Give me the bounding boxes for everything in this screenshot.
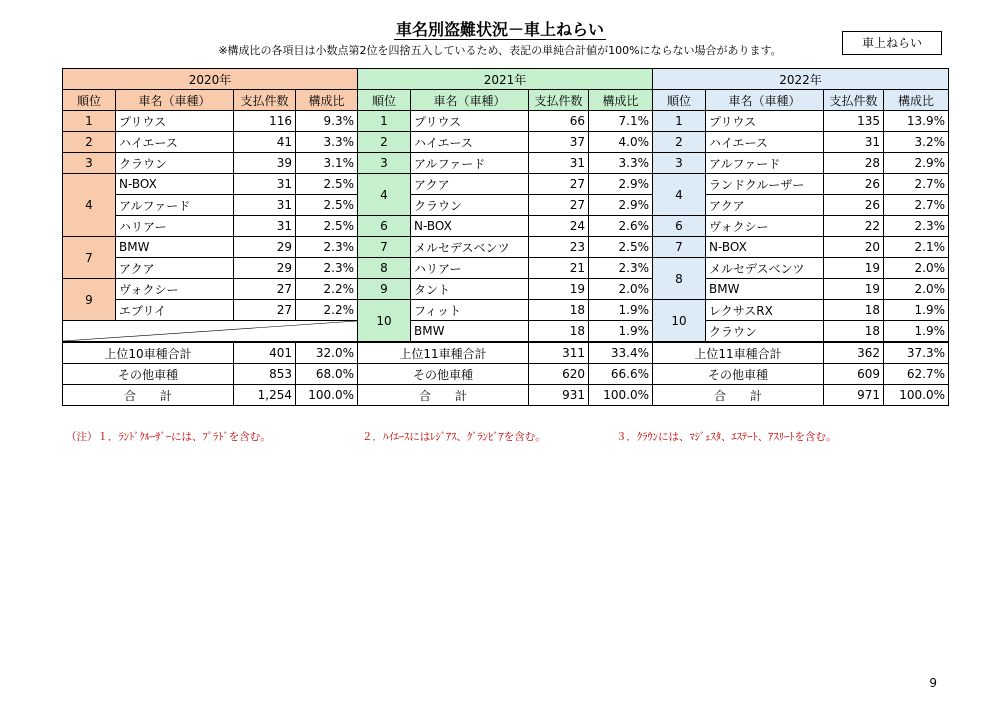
rank-cell: 3	[63, 153, 116, 174]
title-text: 車名別盗難状況－車上ねらい	[395, 20, 604, 39]
rank-cell: 8	[358, 258, 411, 279]
car-cell: アルファード	[411, 153, 529, 174]
total-count: 931	[529, 385, 589, 406]
count-cell: 18	[529, 300, 589, 321]
car-cell: N-BOX	[411, 216, 529, 237]
count-cell: 39	[234, 153, 296, 174]
top-total-label: 上位11車種合計	[358, 342, 529, 364]
diagonal-line	[63, 321, 357, 341]
ratio-cell: 2.6%	[589, 216, 653, 237]
count-cell: 28	[824, 153, 884, 174]
ratio-cell: 2.5%	[296, 174, 358, 195]
other-count: 853	[234, 364, 296, 385]
count-cell: 37	[529, 132, 589, 153]
col-count-2021: 支払件数	[529, 90, 589, 111]
car-cell: プリウス	[116, 111, 234, 132]
count-cell: 31	[529, 153, 589, 174]
footnote-2: ２．ﾊｲｴｰｽにはﾚｼﾞｱｽ、ｸﾞﾗﾝﾋﾞｱを含む。	[362, 431, 546, 443]
car-cell: レクサスRX	[706, 300, 824, 321]
count-cell: 27	[234, 300, 296, 321]
other-label: その他車種	[653, 364, 824, 385]
top-total-label: 上位10車種合計	[63, 342, 234, 364]
rank-cell: 8	[653, 258, 706, 300]
car-cell: アクア	[706, 195, 824, 216]
rank-cell: 7	[653, 237, 706, 258]
car-cell: N-BOX	[116, 174, 234, 195]
car-cell: ヴォクシー	[116, 279, 234, 300]
ratio-cell: 3.3%	[296, 132, 358, 153]
col-rank-2020: 順位	[63, 90, 116, 111]
other-ratio: 62.7%	[884, 364, 949, 385]
other-count: 620	[529, 364, 589, 385]
total-label: 合 計	[358, 385, 529, 406]
theft-table	[62, 68, 949, 406]
other-count: 609	[824, 364, 884, 385]
ratio-cell: 2.9%	[589, 195, 653, 216]
car-cell: メルセデスベンツ	[411, 237, 529, 258]
col-rank-2021: 順位	[358, 90, 411, 111]
count-cell: 27	[234, 279, 296, 300]
car-cell: クラウン	[706, 321, 824, 343]
ratio-cell: 2.1%	[884, 237, 949, 258]
other-ratio: 68.0%	[296, 364, 358, 385]
other-ratio: 66.6%	[589, 364, 653, 385]
count-cell: 18	[824, 321, 884, 343]
table-row	[63, 216, 949, 237]
col-ratio-2020: 構成比	[296, 90, 358, 111]
ratio-cell: 2.2%	[296, 300, 358, 321]
rank-cell: 3	[358, 153, 411, 174]
top-total-label: 上位11車種合計	[653, 342, 824, 364]
ratio-cell: 2.9%	[884, 153, 949, 174]
rank-cell: 9	[358, 279, 411, 300]
car-cell: ハイエース	[411, 132, 529, 153]
car-cell: ランドクルーザー	[706, 174, 824, 195]
car-cell: BMW	[411, 321, 529, 343]
column-header-row	[63, 90, 949, 111]
count-cell: 18	[529, 321, 589, 343]
grand-total-row	[63, 385, 949, 406]
ratio-cell: 9.3%	[296, 111, 358, 132]
count-cell: 19	[824, 258, 884, 279]
rank-cell: 10	[653, 300, 706, 343]
col-rank-2022: 順位	[653, 90, 706, 111]
count-cell: 41	[234, 132, 296, 153]
rank-cell: 7	[358, 237, 411, 258]
rank-cell: 1	[358, 111, 411, 132]
car-cell: N-BOX	[706, 237, 824, 258]
ratio-cell: 1.9%	[589, 300, 653, 321]
top-total-count: 362	[824, 342, 884, 364]
other-label: その他車種	[358, 364, 529, 385]
year-2020-header: 2020年	[63, 69, 358, 90]
page-number: 9	[929, 676, 937, 690]
count-cell: 26	[824, 195, 884, 216]
count-cell: 26	[824, 174, 884, 195]
rounding-note: ※構成比の各項目は小数点第2位を四捨五入しているため、表記の単純合計値が100%にならない場合があります。	[218, 44, 782, 57]
rank-cell: 6	[653, 216, 706, 237]
col-count-2020: 支払件数	[234, 90, 296, 111]
car-cell: ハイエース	[706, 132, 824, 153]
count-cell: 19	[824, 279, 884, 300]
ratio-cell: 7.1%	[589, 111, 653, 132]
ratio-cell: 2.7%	[884, 174, 949, 195]
car-cell: クラウン	[411, 195, 529, 216]
table-row	[63, 279, 949, 300]
top-total-count: 401	[234, 342, 296, 364]
other-label: その他車種	[63, 364, 234, 385]
year-2022-header: 2022年	[653, 69, 949, 90]
car-cell: アルファード	[706, 153, 824, 174]
top-total-count: 311	[529, 342, 589, 364]
count-cell: 23	[529, 237, 589, 258]
col-ratio-2022: 構成比	[884, 90, 949, 111]
year-2021-header: 2021年	[358, 69, 653, 90]
ratio-cell: 2.3%	[589, 258, 653, 279]
count-cell: 20	[824, 237, 884, 258]
car-cell: エブリイ	[116, 300, 234, 321]
car-cell: ハリアー	[411, 258, 529, 279]
year-header-row	[63, 69, 949, 90]
other-row	[63, 364, 949, 385]
ratio-cell: 2.7%	[884, 195, 949, 216]
rank-cell: 1	[63, 111, 116, 132]
top-total-ratio: 33.4%	[589, 342, 653, 364]
rank-cell: 4	[653, 174, 706, 216]
table-row	[63, 258, 949, 279]
col-car-2020: 車名（車種）	[116, 90, 234, 111]
rank-cell: 2	[63, 132, 116, 153]
count-cell: 66	[529, 111, 589, 132]
car-cell: プリウス	[706, 111, 824, 132]
rank-cell: 7	[63, 237, 116, 279]
rank-cell: 4	[358, 174, 411, 216]
car-cell: BMW	[706, 279, 824, 300]
empty-diagonal-cell	[63, 321, 358, 343]
car-cell: クラウン	[116, 153, 234, 174]
rank-cell: 9	[63, 279, 116, 321]
col-ratio-2021: 構成比	[589, 90, 653, 111]
ratio-cell: 3.2%	[884, 132, 949, 153]
col-car-2021: 車名（車種）	[411, 90, 529, 111]
ratio-cell: 3.1%	[296, 153, 358, 174]
count-cell: 29	[234, 237, 296, 258]
car-cell: ヴォクシー	[706, 216, 824, 237]
ratio-cell: 1.9%	[884, 321, 949, 343]
ratio-cell: 2.5%	[296, 216, 358, 237]
ratio-cell: 2.5%	[589, 237, 653, 258]
car-cell: タント	[411, 279, 529, 300]
count-cell: 31	[234, 195, 296, 216]
table-row	[63, 174, 949, 195]
total-count: 971	[824, 385, 884, 406]
total-ratio: 100.0%	[884, 385, 949, 406]
ratio-cell: 4.0%	[589, 132, 653, 153]
rank-cell: 2	[653, 132, 706, 153]
total-label: 合 計	[63, 385, 234, 406]
table-row	[63, 111, 949, 132]
car-cell: メルセデスベンツ	[706, 258, 824, 279]
ratio-cell: 2.9%	[589, 174, 653, 195]
table-row	[63, 195, 949, 216]
ratio-cell: 2.5%	[296, 195, 358, 216]
count-cell: 135	[824, 111, 884, 132]
rank-cell: 6	[358, 216, 411, 237]
rank-cell: 2	[358, 132, 411, 153]
ratio-cell: 2.0%	[589, 279, 653, 300]
ratio-cell: 13.9%	[884, 111, 949, 132]
count-cell: 18	[824, 300, 884, 321]
car-cell: ハリアー	[116, 216, 234, 237]
count-cell: 31	[234, 216, 296, 237]
car-cell: ハイエース	[116, 132, 234, 153]
total-count: 1,254	[234, 385, 296, 406]
car-cell: アクア	[116, 258, 234, 279]
ratio-cell: 1.9%	[589, 321, 653, 343]
rank-cell: 3	[653, 153, 706, 174]
ratio-cell: 3.3%	[589, 153, 653, 174]
car-cell: BMW	[116, 237, 234, 258]
total-ratio: 100.0%	[589, 385, 653, 406]
count-cell: 29	[234, 258, 296, 279]
count-cell: 22	[824, 216, 884, 237]
rank-cell: 1	[653, 111, 706, 132]
ratio-cell: 2.0%	[884, 279, 949, 300]
count-cell: 24	[529, 216, 589, 237]
total-label: 合 計	[653, 385, 824, 406]
car-cell: プリウス	[411, 111, 529, 132]
ratio-cell: 2.3%	[296, 237, 358, 258]
car-cell: フィット	[411, 300, 529, 321]
count-cell: 19	[529, 279, 589, 300]
table-row	[63, 300, 949, 321]
ratio-cell: 2.2%	[296, 279, 358, 300]
footnote-3: ３．ｸﾗｳﾝには、ﾏｼﾞｪｽﾀ、ｴｽﾃｰﾄ、ｱｽﾘｰﾄを含む。	[616, 431, 837, 443]
car-cell: アルファード	[116, 195, 234, 216]
count-cell: 27	[529, 195, 589, 216]
footnote-1: （注）１．ﾗﾝﾄﾞｸﾙｰｻﾞｰには、ﾌﾟﾗﾄﾞを含む。	[66, 431, 271, 443]
ratio-cell: 1.9%	[884, 300, 949, 321]
table-row	[63, 237, 949, 258]
table-row	[63, 153, 949, 174]
count-cell: 31	[234, 174, 296, 195]
car-cell: アクア	[411, 174, 529, 195]
ratio-cell: 2.0%	[884, 258, 949, 279]
table-row	[63, 132, 949, 153]
count-cell: 27	[529, 174, 589, 195]
rank-cell: 4	[63, 174, 116, 237]
category-tag: 車上ねらい	[842, 31, 942, 55]
top-total-ratio: 37.3%	[884, 342, 949, 364]
count-cell: 31	[824, 132, 884, 153]
top-total-row	[63, 342, 949, 364]
ratio-cell: 2.3%	[884, 216, 949, 237]
count-cell: 116	[234, 111, 296, 132]
count-cell: 21	[529, 258, 589, 279]
top-total-ratio: 32.0%	[296, 342, 358, 364]
ratio-cell: 2.3%	[296, 258, 358, 279]
col-car-2022: 車名（車種）	[706, 90, 824, 111]
rank-cell: 10	[358, 300, 411, 343]
total-ratio: 100.0%	[296, 385, 358, 406]
col-count-2022: 支払件数	[824, 90, 884, 111]
table-row	[63, 321, 949, 343]
